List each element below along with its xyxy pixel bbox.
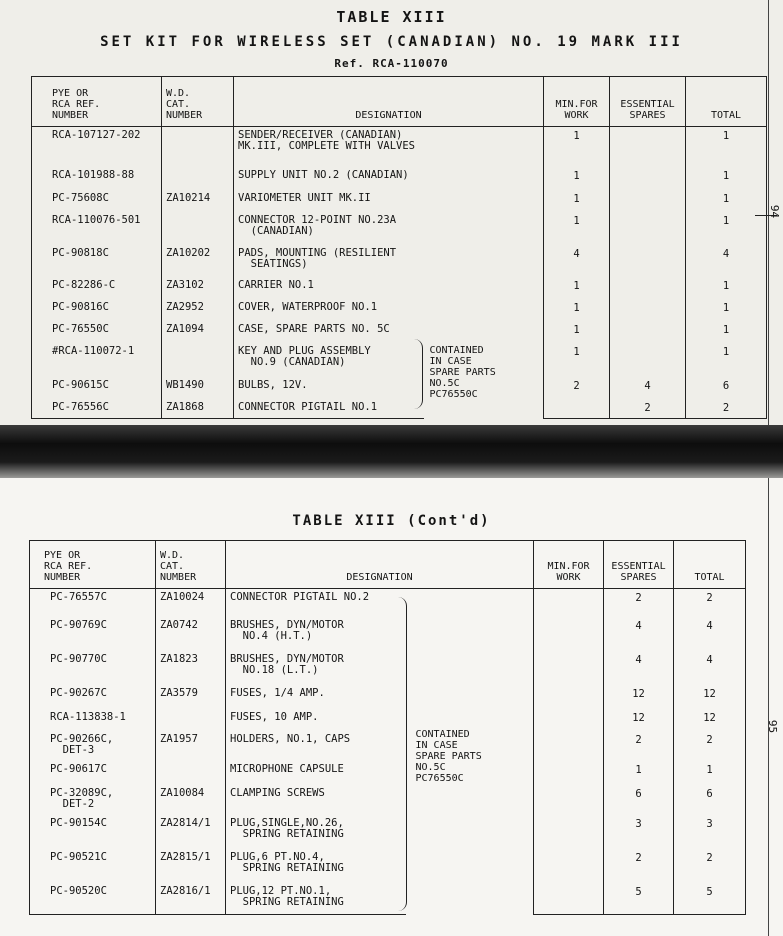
essential-spares-cell	[610, 245, 686, 277]
min-for-work-cell: 1	[544, 343, 610, 377]
col-header-min: MIN.FOR WORK	[544, 77, 610, 127]
essential-spares-cell	[610, 321, 686, 343]
essential-spares-cell: 12	[604, 709, 674, 731]
part-number-cell: PC-76557C	[50, 591, 107, 603]
total-cell: 4	[674, 651, 746, 685]
table-row	[30, 883, 746, 915]
min-for-work-cell: 1	[544, 299, 610, 321]
min-for-work-cell: 1	[544, 277, 610, 299]
part-number-cell: PC-76556C	[52, 400, 109, 413]
cat-number-cell: ZA2952	[166, 300, 204, 313]
table-row	[32, 277, 767, 299]
designation-cell: SUPPLY UNIT NO.2 (CANADIAN)	[238, 168, 409, 181]
contained-in-case-note: CONTAINED IN CASE SPARE PARTS NO.5C PC76550C	[415, 729, 482, 784]
essential-spares-cell	[610, 127, 686, 167]
part-number-cell: PC-90770C	[50, 652, 107, 665]
essential-spares-cell: 2	[604, 849, 674, 883]
essential-spares-cell	[610, 299, 686, 321]
total-cell: 6	[686, 377, 767, 399]
col-header-total: TOTAL	[686, 77, 767, 127]
min-for-work-cell	[534, 761, 604, 785]
min-for-work-cell	[544, 399, 610, 419]
designation-cell: CARRIER NO.1	[238, 278, 314, 291]
total-cell: 1	[686, 212, 767, 245]
group-bracket	[414, 339, 423, 409]
designation-cell: PLUG,SINGLE,NO.26, SPRING RETAINING	[230, 816, 344, 840]
designation-cell: COVER, WATERPROOF NO.1	[238, 300, 378, 313]
total-cell: 1	[674, 761, 746, 785]
designation-cell: HOLDERS, NO.1, CAPS	[230, 732, 351, 745]
essential-spares-cell	[610, 343, 686, 377]
designation-cell: CONNECTOR 12-POINT NO.23A (CANADIAN)	[238, 213, 397, 237]
min-for-work-cell	[534, 849, 604, 883]
essential-spares-cell	[610, 190, 686, 212]
page-number: 95	[765, 719, 779, 734]
cat-number-cell: ZA10214	[166, 191, 211, 204]
essential-spares-cell: 2	[604, 731, 674, 761]
cat-number-cell: ZA1868	[166, 400, 204, 413]
table-row	[32, 377, 767, 399]
essential-spares-cell	[610, 277, 686, 299]
part-number-cell: RCA-101988-88	[52, 168, 135, 181]
total-cell: 1	[686, 321, 767, 343]
min-for-work-cell	[534, 651, 604, 685]
part-number-cell: PC-32089C, DET-2	[50, 786, 114, 810]
part-number-cell: RCA-113838-1	[50, 710, 126, 723]
table-row	[30, 617, 746, 651]
min-for-work-cell	[534, 709, 604, 731]
col-header-spares: ESSENTIAL SPARES	[610, 77, 686, 127]
part-number-cell: RCA-110076-501	[52, 213, 141, 226]
essential-spares-cell	[610, 212, 686, 245]
cat-number-cell: ZA1957	[160, 732, 198, 745]
essential-spares-cell	[610, 167, 686, 190]
table-title: TABLE XIII (Cont'd)	[292, 513, 491, 529]
cat-number-cell: ZA2815/1	[160, 850, 211, 863]
table-reference: Ref. RCA-110070	[334, 57, 449, 70]
table-row	[30, 709, 746, 731]
table-row	[32, 343, 767, 377]
essential-spares-cell: 5	[604, 883, 674, 915]
table-row	[32, 127, 767, 167]
group-bracket	[398, 597, 407, 911]
total-cell: 2	[674, 731, 746, 761]
min-for-work-cell: 1	[544, 321, 610, 343]
total-cell: 2	[674, 849, 746, 883]
designation-cell: VARIOMETER UNIT MK.II	[238, 191, 371, 204]
essential-spares-cell: 4	[604, 617, 674, 651]
note-cell	[424, 127, 544, 419]
designation-cell: PLUG,12 PT.NO.1, SPRING RETAINING	[230, 884, 344, 908]
essential-spares-cell: 6	[604, 785, 674, 815]
col-header-designation: DESIGNATION	[226, 541, 534, 589]
table-row	[32, 299, 767, 321]
part-number-cell: PC-90266C, DET-3	[50, 732, 114, 756]
part-number-cell: PC-82286-C	[52, 278, 116, 291]
designation-cell: BRUSHES, DYN/MOTOR NO.18 (L.T.)	[230, 652, 344, 676]
total-cell: 1	[686, 127, 767, 167]
min-for-work-cell	[534, 685, 604, 709]
table-row	[30, 731, 746, 761]
designation-cell: KEY AND PLUG ASSEMBLY NO.9 (CANADIAN)	[238, 344, 371, 368]
cat-number-cell: ZA3579	[160, 686, 198, 699]
min-for-work-cell	[534, 815, 604, 849]
table-row	[30, 685, 746, 709]
essential-spares-cell: 2	[604, 589, 674, 617]
part-number-cell: PC-90769C	[50, 618, 107, 631]
cat-number-cell: ZA1094	[166, 322, 204, 335]
essential-spares-cell: 2	[610, 399, 686, 419]
total-cell: 1	[686, 343, 767, 377]
min-for-work-cell	[534, 589, 604, 617]
total-cell: 12	[674, 709, 746, 731]
cat-number-cell: ZA10024	[160, 591, 205, 603]
book-gutter	[0, 425, 783, 478]
part-number-cell: PC-90816C	[52, 300, 109, 313]
essential-spares-cell: 4	[610, 377, 686, 399]
min-for-work-cell: 1	[544, 212, 610, 245]
table-row	[32, 212, 767, 245]
table-row	[32, 399, 767, 419]
table-row	[32, 190, 767, 212]
total-cell: 3	[674, 815, 746, 849]
part-number-cell: PC-90615C	[52, 378, 109, 391]
page-95	[0, 478, 783, 936]
designation-cell: PLUG,6 PT.NO.4, SPRING RETAINING	[230, 850, 344, 874]
min-for-work-cell	[534, 883, 604, 915]
col-header-total: TOTAL	[674, 541, 746, 589]
cat-number-cell: WB1490	[166, 378, 204, 391]
part-number-cell: PC-90267C	[50, 686, 107, 699]
total-cell: 1	[686, 277, 767, 299]
table-row	[32, 321, 767, 343]
essential-spares-cell: 4	[604, 651, 674, 685]
min-for-work-cell	[534, 617, 604, 651]
total-cell: 4	[674, 617, 746, 651]
part-number-cell: #RCA-110072-1	[52, 344, 135, 357]
min-for-work-cell: 2	[544, 377, 610, 399]
total-cell: 2	[674, 589, 746, 617]
table-row	[30, 589, 746, 617]
col-header-pye: PYE OR RCA REF. NUMBER	[30, 541, 156, 589]
part-number-cell: PC-90520C	[50, 884, 107, 897]
designation-cell: FUSES, 1/4 AMP.	[230, 686, 325, 699]
total-cell: 6	[674, 785, 746, 815]
table-row	[32, 167, 767, 190]
essential-spares-cell: 12	[604, 685, 674, 709]
set-kit-table	[31, 76, 767, 419]
designation-cell: MICROPHONE CAPSULE	[230, 762, 344, 775]
cat-number-cell: ZA10202	[166, 246, 211, 259]
col-header-min: MIN.FOR WORK	[534, 541, 604, 589]
min-for-work-cell: 1	[544, 190, 610, 212]
part-number-cell: PC-76550C	[52, 322, 109, 335]
page-94	[0, 0, 783, 425]
designation-cell: CLAMPING SCREWS	[230, 786, 325, 799]
designation-cell: BULBS, 12V.	[238, 378, 308, 391]
total-cell: 1	[686, 299, 767, 321]
min-for-work-cell: 1	[544, 167, 610, 190]
table-row	[30, 815, 746, 849]
col-header-spares: ESSENTIAL SPARES	[604, 541, 674, 589]
page-edge-line	[768, 478, 769, 936]
part-number-cell: RCA-107127-202	[52, 129, 141, 141]
designation-cell: CONNECTOR PIGTAIL NO.1	[238, 400, 378, 413]
designation-cell: SENDER/RECEIVER (CANADIAN) MK.III, COMPLETE WITH VALVES	[238, 129, 416, 152]
table-title: TABLE XIII	[336, 8, 447, 26]
cat-number-cell: ZA0742	[160, 618, 198, 631]
min-for-work-cell	[534, 785, 604, 815]
col-header-wd: W.D. CAT. NUMBER	[162, 77, 234, 127]
col-header-designation: DESIGNATION	[234, 77, 544, 127]
col-header-pye: PYE OR RCA REF. NUMBER	[32, 77, 162, 127]
cat-number-cell: ZA2814/1	[160, 816, 211, 829]
part-number-cell: PC-90154C	[50, 816, 107, 829]
total-cell: 2	[686, 399, 767, 419]
essential-spares-cell: 3	[604, 815, 674, 849]
page-number: 94	[767, 204, 781, 219]
total-cell: 1	[686, 167, 767, 190]
part-number-cell: PC-75608C	[52, 191, 109, 204]
part-number-cell: PC-90521C	[50, 850, 107, 863]
total-cell: 12	[674, 685, 746, 709]
col-header-wd: W.D. CAT. NUMBER	[156, 541, 226, 589]
total-cell: 5	[674, 883, 746, 915]
part-number-cell: PC-90617C	[50, 762, 107, 775]
table-row	[30, 651, 746, 685]
min-for-work-cell	[534, 731, 604, 761]
total-cell: 4	[686, 245, 767, 277]
designation-cell: PADS, MOUNTING (RESILIENT SEATINGS)	[238, 246, 397, 270]
min-for-work-cell: 4	[544, 245, 610, 277]
set-kit-table-continued	[29, 540, 746, 915]
table-row	[32, 245, 767, 277]
table-subtitle: SET KIT FOR WIRELESS SET (CANADIAN) NO. 19 MARK III	[100, 34, 683, 50]
table-row	[30, 849, 746, 883]
contained-in-case-note: CONTAINED IN CASE SPARE PARTS NO.5C PC76550C	[429, 345, 496, 400]
designation-cell: CONNECTOR PIGTAIL NO.2	[230, 591, 370, 603]
min-for-work-cell: 1	[544, 127, 610, 167]
designation-cell: BRUSHES, DYN/MOTOR NO.4 (H.T.)	[230, 618, 344, 642]
total-cell: 1	[686, 190, 767, 212]
designation-cell: FUSES, 10 AMP.	[230, 710, 319, 723]
cat-number-cell: ZA10084	[160, 786, 205, 799]
table-row	[30, 761, 746, 785]
table-row	[30, 785, 746, 815]
cat-number-cell: ZA2816/1	[160, 884, 211, 897]
cat-number-cell: ZA1823	[160, 652, 198, 665]
part-number-cell: PC-90818C	[52, 246, 109, 259]
cat-number-cell: ZA3102	[166, 278, 204, 291]
note-cell	[406, 589, 534, 915]
essential-spares-cell: 1	[604, 761, 674, 785]
designation-cell: CASE, SPARE PARTS NO. 5C	[238, 322, 390, 335]
